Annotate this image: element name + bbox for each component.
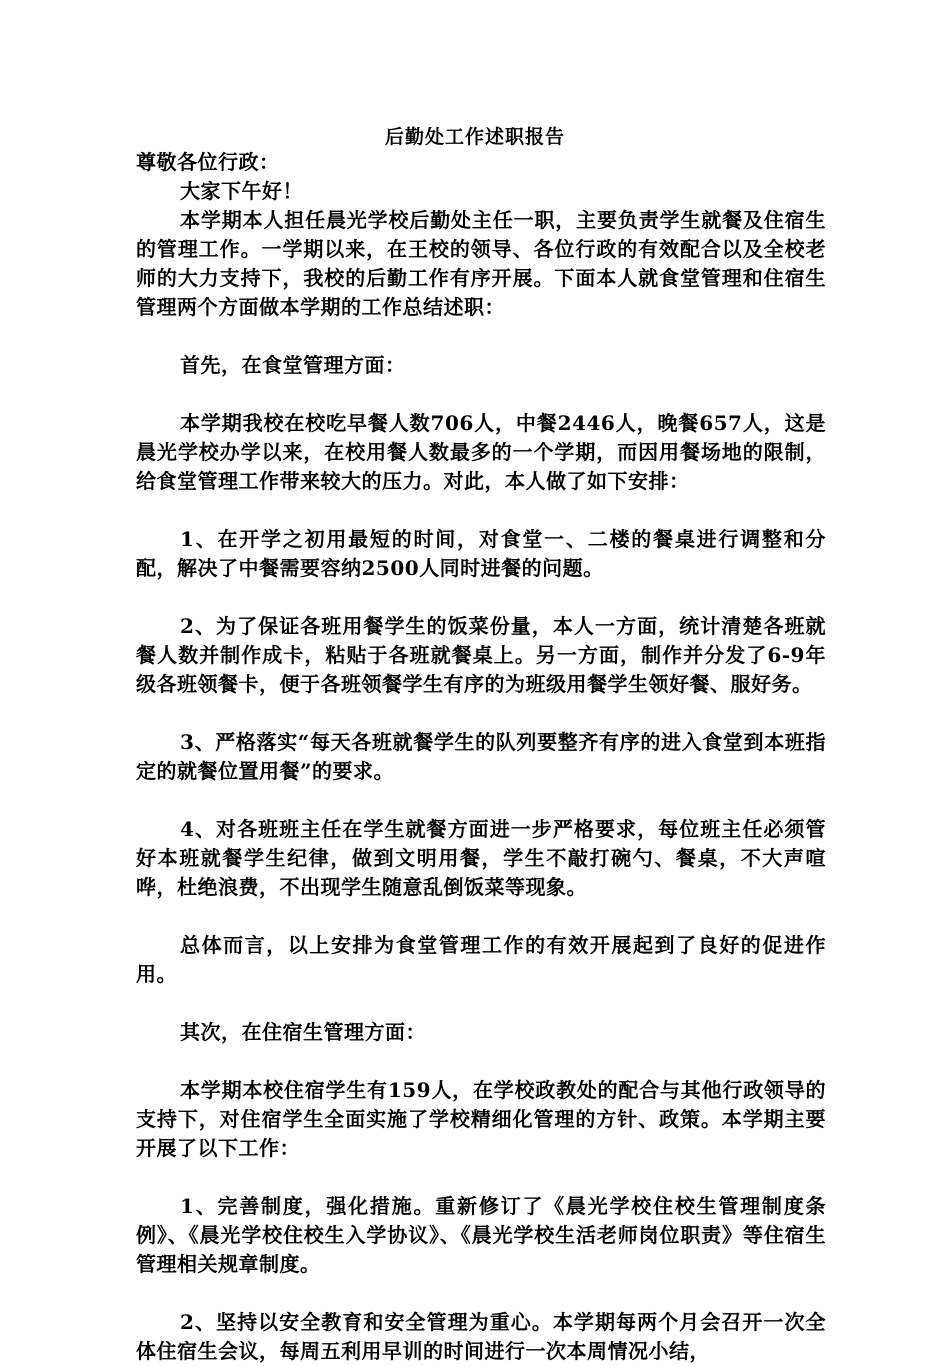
document-title: 后勤处工作述职报告 xyxy=(384,126,565,148)
salutation: 尊敬各位行政： xyxy=(136,150,280,174)
canteen-item: 3、严格落实“每天各班就餐学生的队列要整齐有序的进入食堂到本班指定的就餐位置用餐”的要求。 xyxy=(136,730,826,783)
canteen-item: 4、对各班班主任在学生就餐方面进一步严格要求，每位班主任必须管好本班就餐学生纪律，做到文明用餐，学生不敲打碗勺、餐桌，不大声喧哗，杜绝浪费，不出现学生随意乱倒饭菜等现象。 xyxy=(136,817,826,899)
document-body xyxy=(136,148,826,1366)
dormitory-item: 1、完善制度，强化措施。重新修订了《晨光学校住校生管理制度条例》、《晨光学校住校生入学协议》、《晨光学校生活老师岗位职责》等住宿生管理相关规章制度。 xyxy=(136,1194,826,1276)
canteen-intro-paragraph: 本学期我校在校吃早餐人数706人，中餐2446人，晚餐657人，这是晨光学校办学以来，在校用餐人数最多的一个学期，而因用餐场地的限制，给食堂管理工作带来较大的压力。对此，本人做了如下安排： xyxy=(136,411,826,493)
canteen-item: 1、在开学之初用最短的时间，对食堂一、二楼的餐桌进行调整和分配，解决了中餐需要容纳2500人同时进餐的问题。 xyxy=(136,527,826,580)
greeting: 大家下午好！ xyxy=(180,179,303,203)
section-heading-dormitory: 其次，在住宿生管理方面： xyxy=(180,1020,426,1044)
canteen-item: 2、为了保证各班用餐学生的饭菜份量，本人一方面，统计清楚各班就餐人数并制作成卡，粘贴于各班就餐桌上。另一方面，制作并分发了6-9年级各班领餐卡，便于各班领餐学生有序的为班级用餐学生领好餐、服好务。 xyxy=(136,614,826,696)
intro-paragraph: 本学期本人担任晨光学校后勤处主任一职，主要负责学生就餐及住宿生的管理工作。一学期以来，在王校的领导、各位行政的有效配合以及全校老师的大力支持下，我校的后勤工作有序开展。下面本人就食堂管理和住宿生管理两个方面做本学期的工作总结述职： xyxy=(136,208,826,319)
dormitory-item: 2、坚持以安全教育和安全管理为重心。本学期每两个月会召开一次全体住宿生会议，每周五利用早训的时间进行一次本周情况小结， xyxy=(136,1310,826,1363)
dormitory-intro-paragraph: 本学期本校住宿学生有159人，在学校政教处的配合与其他行政领导的支持下，对住宿学生全面实施了学校精细化管理的方针、政策。本学期主要开展了以下工作： xyxy=(136,1078,826,1160)
section-heading-canteen: 首先，在食堂管理方面： xyxy=(180,353,406,377)
canteen-summary-paragraph: 总体而言，以上安排为食堂管理工作的有效开展起到了良好的促进作用。 xyxy=(136,933,826,986)
